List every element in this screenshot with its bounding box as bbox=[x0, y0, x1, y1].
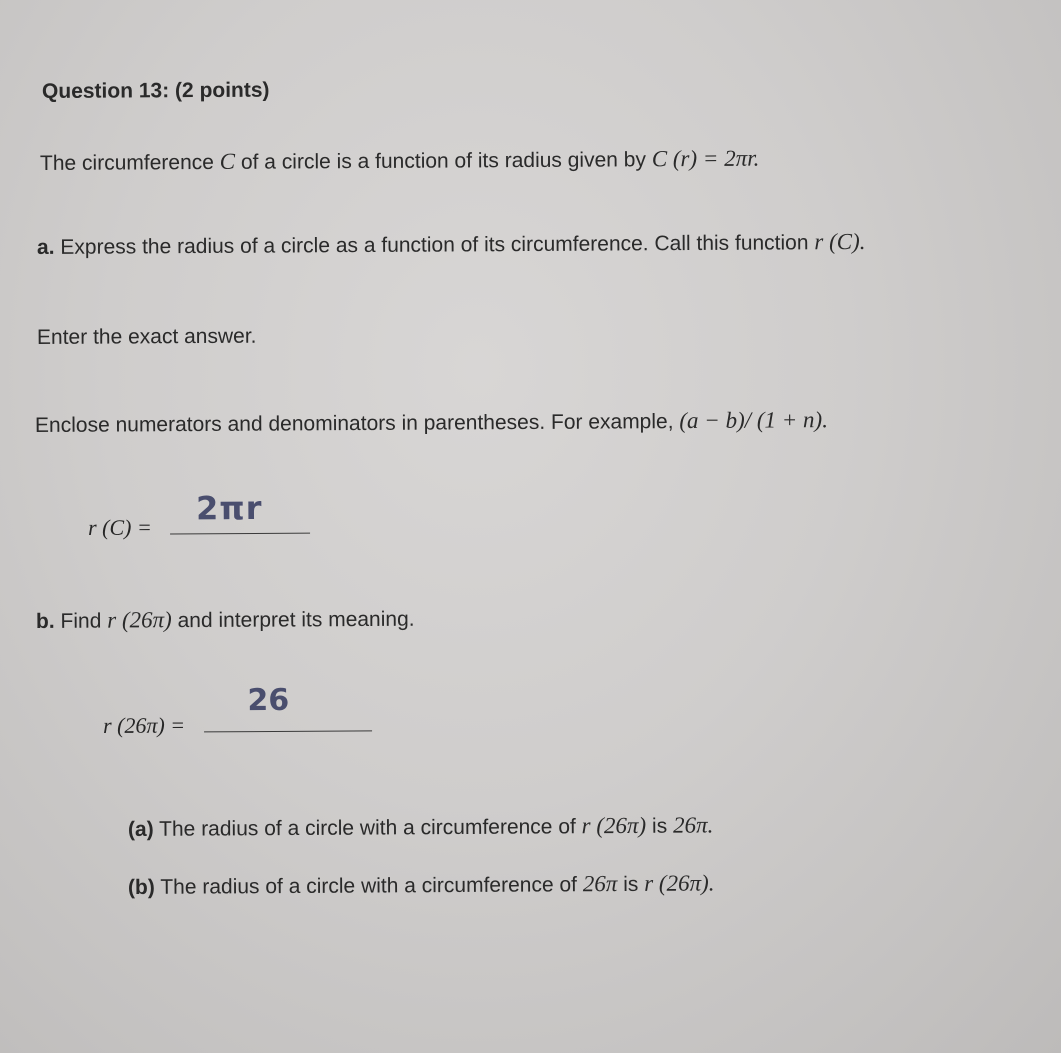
part-a-label: a. bbox=[36, 235, 55, 259]
option-b-label: (b) bbox=[127, 875, 155, 899]
intro-text-2: of a circle is a function of its radius given by bbox=[235, 148, 652, 174]
part-b-text: Find bbox=[54, 609, 108, 633]
option-b-expr1: 26π bbox=[582, 871, 618, 897]
option-a-text: The radius of a circle with a circumference of bbox=[153, 815, 582, 841]
instruction-exact bbox=[37, 325, 257, 350]
part-b-expr: r (26π) bbox=[107, 607, 172, 633]
part-a-prompt bbox=[37, 229, 866, 260]
instruction-example: (a − b)/ (1 + n). bbox=[679, 407, 828, 434]
instruction-exact-text: Enter the exact answer. bbox=[36, 324, 257, 349]
option-b-expr2: r (26π). bbox=[644, 870, 715, 896]
answer-b-row bbox=[102, 682, 372, 739]
question-title bbox=[42, 79, 270, 104]
instruction-enclose-text: Enclose numerators and denominators in parentheses. For example, bbox=[34, 410, 680, 437]
part-b-text-2: and interpret its meaning. bbox=[171, 607, 415, 633]
answer-a-handwriting: 2πr bbox=[195, 488, 263, 528]
option-b-text: The radius of a circle with a circumference of bbox=[154, 873, 583, 899]
option-a-label: (a) bbox=[127, 817, 154, 841]
option-a[interactable] bbox=[128, 812, 713, 842]
instruction-enclose bbox=[35, 407, 828, 438]
question-title-text: Question 13: (2 points) bbox=[41, 78, 270, 103]
intro-statement bbox=[40, 146, 759, 176]
option-a-expr1: r (26π) bbox=[581, 812, 647, 839]
option-b[interactable] bbox=[128, 870, 715, 900]
option-b-mid: is bbox=[617, 872, 645, 897]
intro-var-c: C bbox=[219, 148, 236, 174]
answer-a-lhs: r (C) = bbox=[87, 514, 152, 540]
part-a-func: r (C). bbox=[814, 228, 866, 255]
intro-text: The circumference bbox=[39, 150, 220, 175]
option-a-mid: is bbox=[646, 814, 674, 838]
answer-b-handwriting: 26 bbox=[247, 682, 290, 719]
answer-b-input[interactable] bbox=[203, 682, 371, 732]
answer-b-lhs: r (26π) = bbox=[102, 712, 186, 738]
intro-formula: C (r) = 2πr. bbox=[651, 145, 760, 172]
part-b-label: b. bbox=[35, 609, 55, 633]
part-b-prompt bbox=[36, 606, 415, 634]
answer-a-row bbox=[87, 488, 310, 541]
answer-a-input[interactable] bbox=[170, 488, 310, 535]
part-a-text: Express the radius of a circle as a function of its circumference. Call this function bbox=[54, 231, 815, 259]
option-a-expr2: 26π. bbox=[672, 812, 714, 838]
